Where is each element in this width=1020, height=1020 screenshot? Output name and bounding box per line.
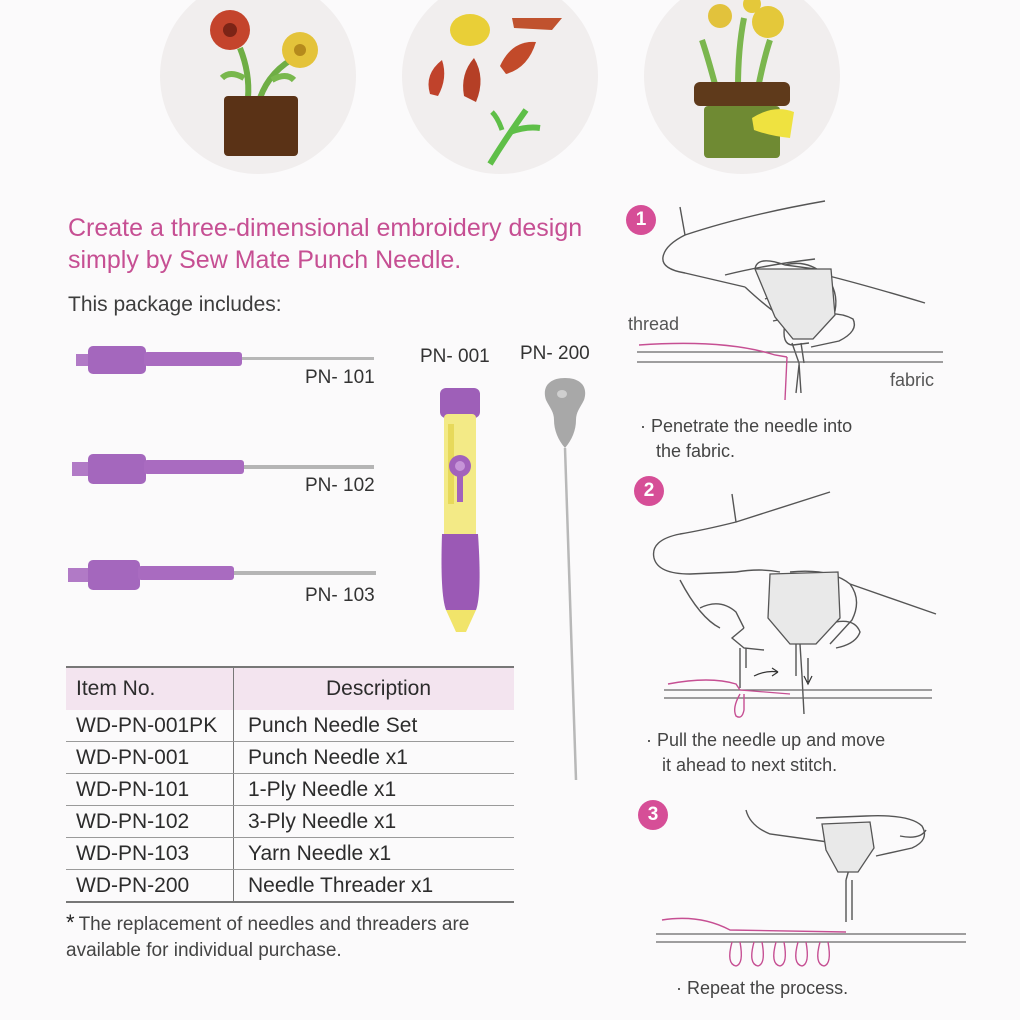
description-cell: 1-Ply Needle x1 xyxy=(234,774,515,806)
step-1-caption xyxy=(640,414,960,464)
star-icon: * xyxy=(66,910,75,935)
step-3-diagram xyxy=(650,806,970,976)
package-includes-heading: This package includes: xyxy=(68,293,282,316)
step-2-caption xyxy=(646,728,966,778)
replacement-note-text: The replacement of needles and threaders are available for individual purchase. xyxy=(66,914,470,961)
needle-pn-103-label: PN- 103 xyxy=(305,585,375,606)
description-cell: Punch Needle x1 xyxy=(234,742,515,774)
table-row xyxy=(66,774,514,806)
embroidery-sample-pot xyxy=(644,0,840,174)
step-2-caption-line2: it ahead to next stitch. xyxy=(662,755,838,775)
table-header-row xyxy=(66,667,514,710)
fabric-label: fabric xyxy=(890,370,935,390)
replacement-note xyxy=(66,910,526,964)
table-row xyxy=(66,710,514,742)
headline: Create a three-dimensional embroidery design simply by Sew Mate Punch Needle. xyxy=(68,214,583,274)
step-2-diagram xyxy=(640,488,960,724)
table-row xyxy=(66,806,514,838)
item-no-cell: WD-PN-101 xyxy=(66,774,234,806)
embroidery-sample-flowers-in-pot xyxy=(160,0,356,174)
punch-needle-pn-001-label: PN- 001 xyxy=(420,346,490,367)
step-1-caption-line2: the fabric. xyxy=(656,441,736,461)
needle-threader-pn-200-image xyxy=(540,374,590,784)
description-cell: Yarn Needle x1 xyxy=(234,838,515,870)
item-no-cell: WD-PN-200 xyxy=(66,870,234,903)
header-item-no: Item No. xyxy=(66,667,234,710)
needle-threader-pn-200-label: PN- 200 xyxy=(520,343,590,364)
description-cell: 3-Ply Needle x1 xyxy=(234,806,515,838)
embroidery-sample-daisy xyxy=(402,0,598,174)
table-row xyxy=(66,742,514,774)
item-no-cell: WD-PN-103 xyxy=(66,838,234,870)
thread-label: thread xyxy=(628,314,680,334)
punch-needle-pn-001-image xyxy=(436,384,488,636)
item-table xyxy=(66,666,514,903)
description-cell: Needle Threader x1 xyxy=(234,870,515,903)
needle-pn-101-label: PN- 101 xyxy=(305,367,375,388)
item-no-cell: WD-PN-102 xyxy=(66,806,234,838)
needle-pn-102-label: PN- 102 xyxy=(305,475,375,496)
header-description: Description xyxy=(234,667,515,710)
step-2-badge: 2 xyxy=(634,476,664,506)
table-row xyxy=(66,838,514,870)
step-2-caption-line1: · Pull the needle up and move xyxy=(646,730,886,750)
step-1-caption-line1: · Penetrate the needle into xyxy=(640,416,853,436)
step-3-caption-line1: · Repeat the process. xyxy=(676,978,849,998)
step-3-badge: 3 xyxy=(638,800,668,830)
step-1-badge: 1 xyxy=(626,205,656,235)
item-no-cell: WD-PN-001 xyxy=(66,742,234,774)
table-row xyxy=(66,870,514,903)
step-3-caption xyxy=(676,976,976,1001)
item-no-cell: WD-PN-001PK xyxy=(66,710,234,742)
description-cell: Punch Needle Set xyxy=(234,710,515,742)
